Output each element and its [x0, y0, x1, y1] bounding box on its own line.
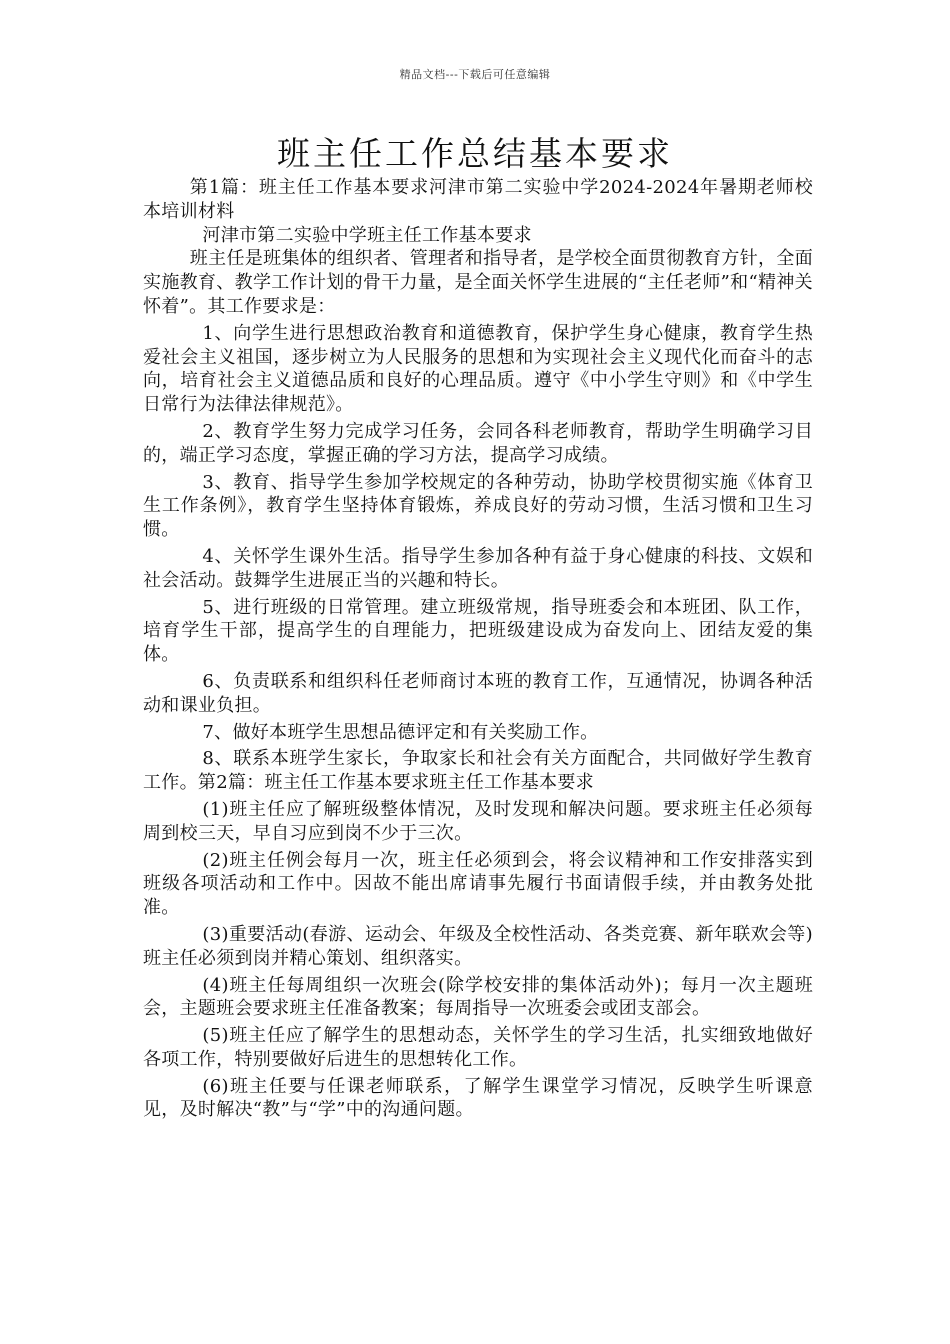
paragraph-rule-1: (1)班主任应了解班级整体情况，及时发现和解决问题。要求班主任必须每周到校三天，早自习应到岗不少于三次。 — [143, 798, 813, 844]
document-title: 班主任工作总结基本要求 — [277, 134, 673, 173]
paragraph-intro: 班主任是班集体的组织者、管理者和指导者，是学校全面贯彻教育方针，全面实施教育、教学工作计划的骨干力量，是全面关怀学生进展的“主任老师”和“精神关怀着”。其工作要求是： — [143, 248, 813, 317]
paragraph-rule-5: (5)班主任应了解学生的思想动态，关怀学生的学习生活，扎实细致地做好各项工作，特别要做好后进生的思想转化工作。 — [143, 1025, 813, 1070]
paragraph-part1-heading: 第1篇：班主任工作基本要求河津市第二实验中学2024-2024年暑期老师校本培训材料 — [143, 177, 813, 222]
paragraph-rule-3: (3)重要活动(春游、运动会、年级及全校性活动、各类竞赛、新年联欢会等)班主任必须到岗并精心策划、组织落实。 — [143, 923, 813, 969]
paragraph-rule-2: (2)班主任例会每月一次，班主任必须到会，将会议精神和工作安排落实到班级各项活动和工作中。因故不能出席请事先履行书面请假手续，并由教务处批准。 — [143, 849, 813, 919]
paragraph-item-3: 3、教育、指导学生参加学校规定的各种劳动，协助学校贯彻实施《体育卫生工作条例》，教育学生坚持体育锻炼，养成良好的劳动习惯，生活习惯和卫生习惯。 — [143, 471, 813, 541]
paragraph-item-4: 4、关怀学生课外生活。指导学生参加各种有益于身心健康的科技、文娱和社会活动。鼓舞学生进展正当的兴趣和特长。 — [143, 545, 813, 591]
paragraph-item-1: 1、向学生进行思想政治教育和道德教育，保护学生身心健康，教育学生热爱社会主义祖国，逐步树立为人民服务的思想和为实现社会主义现代化而奋斗的志向，培育社会主义道德品质和良好的心理品质。遵守《中小学生守则》和《中学生日常行为法律法律规范》。 — [143, 322, 813, 416]
paragraph-item-7: 7、做好本班学生思想品德评定和有关奖励工作。 — [202, 721, 599, 743]
paragraph-subheading: 河津市第二实验中学班主任工作基本要求 — [202, 224, 532, 246]
paragraph-rule-4: (4)班主任每周组织一次班会(除学校安排的集体活动外)；每月一次主题班会，主题班会要求班主任准备教案；每周指导一次班委会或团支部会。 — [143, 974, 813, 1020]
paragraph-item-8: 8、联系本班学生家长，争取家长和社会有关方面配合，共同做好学生教育工作。第2篇：班主任工作基本要求班主任工作基本要求 — [143, 748, 813, 794]
paragraph-item-6: 6、负责联系和组织科任老师商讨本班的教育工作，互通情况，协调各种活动和课业负担。 — [143, 670, 813, 716]
document-body — [143, 176, 813, 1122]
paragraph-item-2: 2、教育学生努力完成学习任务，会同各科老师教育，帮助学生明确学习目的，端正学习态度，掌握正确的学习方法，提高学习成绩。 — [143, 420, 813, 466]
paragraph-rule-6: (6)班主任要与任课老师联系，了解学生课堂学习情况，反映学生听课意见，及时解决“教”与“学”中的沟通问题。 — [143, 1075, 813, 1121]
header-note: 精品文档---下载后可任意编辑 — [399, 68, 551, 81]
paragraph-item-5: 5、进行班级的日常管理。建立班级常规，指导班委会和本班团、队工作，培育学生干部，提高学生的自理能力，把班级建设成为奋发向上、团结友爱的集体。 — [143, 596, 813, 666]
